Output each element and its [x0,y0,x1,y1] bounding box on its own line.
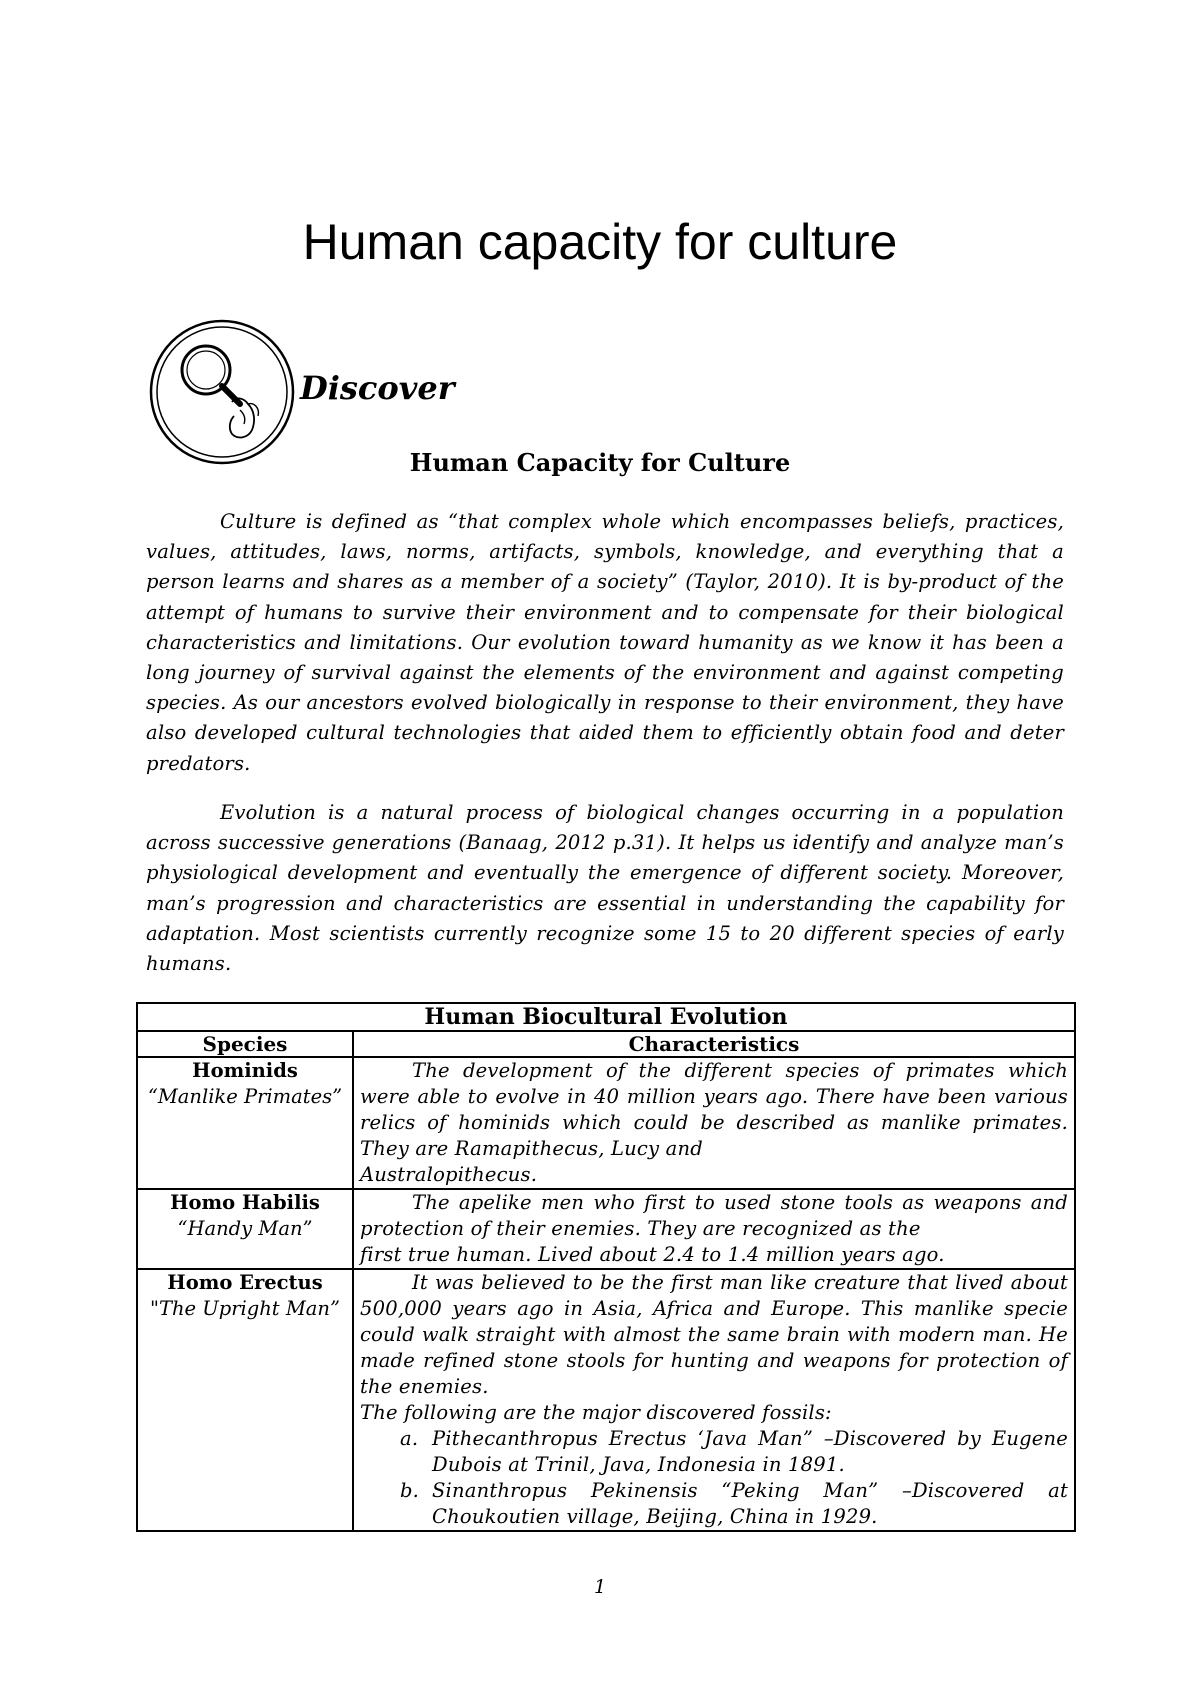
paragraph-culture-definition: Culture is defined as “that complex whole which encompasses beliefs, practices, values, attitudes, laws, norms, artifacts, symbols, knowledge, and everything that a person learns and shares as a member of a society” (Taylor, 2010). It is by-product of the attempt of humans to survive their environment and to compensate for their biological characteristics and limitations. Our evolution toward humanity as we know it has been a long journey of survival against the elements of the environment and against competing species. As our ancestors evolved biologically in response to their environment, they have also developed cultural technologies that aided them to efficiently obtain food and deter predators. [146,510,1064,775]
species-nickname: “Handy Man” [177,1217,313,1240]
characteristics-text: The development of the different species of primates which were able to evolve in 40 million years ago. There have been various relics of hominids which could be described as manlike primates. They are Ramapithecus, Lucy and [360,1059,1068,1160]
list-item [360,1426,1068,1478]
characteristics-text: It was believed to be the first man like creature that lived about 500,000 years ago in Asia, Africa and Europe. This manlike specie could walk straight with almost the same brain with modern man. He made refined stone stools for hunting and weapons for protection of the enemies. [360,1271,1068,1398]
species-nickname: “Manlike Primates” [147,1085,343,1108]
fossil-text: Pithecanthropus Erectus ‘Java Man” –Discovered by Eugene Dubois at Trinil, Java, Indonesia in 1891. [432,1427,1068,1476]
species-cell [137,1057,353,1189]
species-name: Homo Erectus [167,1271,323,1294]
characteristics-cell [353,1057,1075,1189]
characteristics-text: The following are the major discovered fossils: [360,1401,832,1424]
page-number: 1 [593,1576,607,1598]
table-caption: Human Biocultural Evolution [137,1003,1075,1031]
table-row [137,1269,1075,1531]
species-cell [137,1269,353,1531]
characteristics-cell [353,1189,1075,1269]
species-name: Homo Habilis [170,1191,320,1214]
fossil-list [360,1426,1068,1530]
characteristics-cell [353,1269,1075,1531]
fossil-text: Sinanthropus Pekinensis “Peking Man” –Discovered at Choukoutien village, Beijing, China in 1929. [432,1479,1068,1528]
table-row [137,1189,1075,1269]
table-row [137,1057,1075,1189]
page-title: Human capacity for culture [302,214,898,270]
paragraph-evolution: Evolution is a natural process of biological changes occurring in a population across successive generations (Banaag, 2012 p.31). It helps us identify and analyze man’s physiological development and eventually the emergence of different society. Moreover, man’s progression and characteristics are essential in understanding the capability for adaptation. Most scientists currently recognize some 15 to 20 different species of early humans. [146,801,1064,976]
list-marker: b. [400,1479,420,1502]
discover-label: Discover [300,369,455,407]
characteristics-text: The apelike men who first to used stone tools as weapons and protection of their enemies. They are recognized as the [360,1191,1068,1240]
species-nickname: "The Upright Man” [150,1297,340,1320]
biocultural-evolution-table [136,1002,1076,1532]
characteristics-text: first true human. Lived about 2.4 to 1.4 million years ago. [360,1243,945,1266]
species-name: Hominids [192,1059,298,1082]
magnifying-glass-icon [148,318,296,466]
species-cell [137,1189,353,1269]
section-heading: Human Capacity for Culture [409,448,791,477]
list-item [360,1478,1068,1530]
characteristics-text: Australopithecus. [360,1163,538,1186]
column-header-characteristics: Characteristics [353,1031,1075,1057]
list-marker: a. [400,1427,419,1450]
column-header-species: Species [137,1031,353,1057]
